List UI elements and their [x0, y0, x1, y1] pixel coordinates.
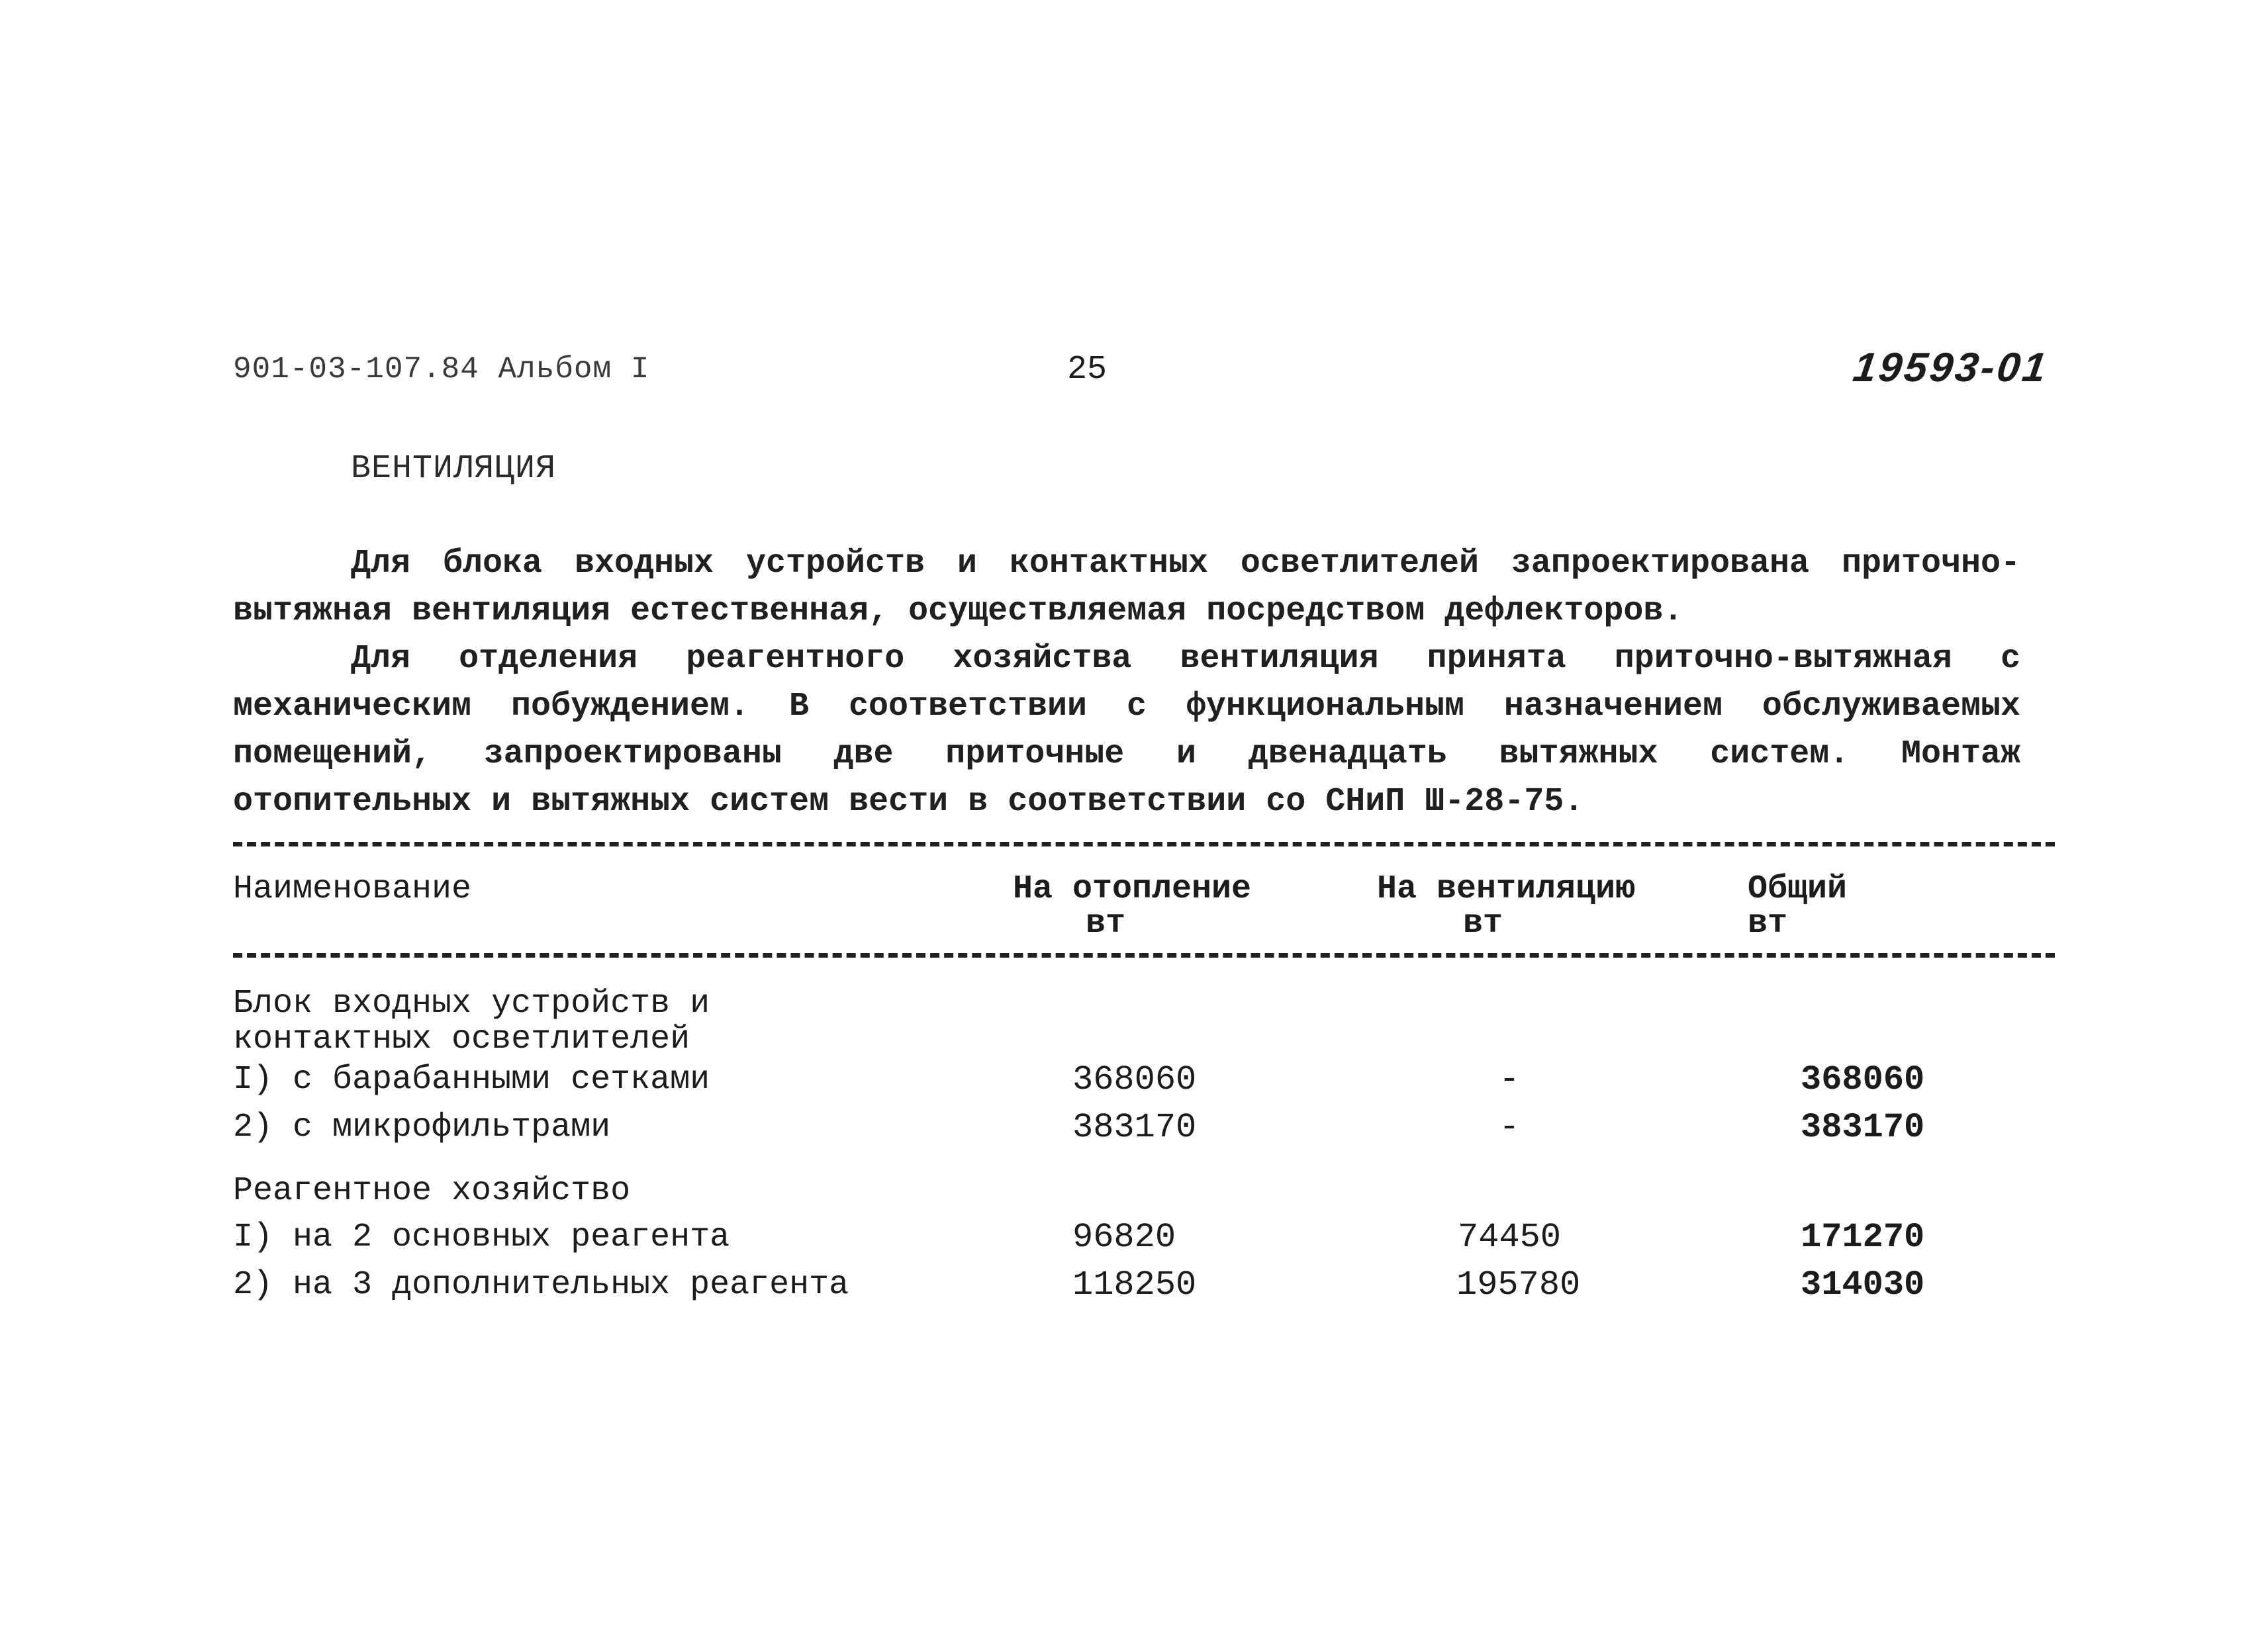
table-row-label: 2) с микрофильтрами	[233, 1109, 611, 1146]
table-cell-ventilation: -	[1499, 1108, 1520, 1147]
paragraph-1: Для блока входных устройств и контактных осветлителей запроектирована приточно-вытяжная вентиляция естественная, осуществляемая посредством дефлекторов.	[233, 545, 2020, 630]
column-header-total-label: Общий	[1748, 870, 1848, 908]
paragraph-2: Для отделения реагентного хозяйства вентиляция принята приточно-вытяжная с механическим побуждением. В соответствии с функциональным назначением обслуживаемых помещений, запроектированы две приточные и двенадцать вытяжных систем. Монтаж отопительных и вытяжных систем вести в соответствии со СНиП Ш-28-75.	[233, 640, 2020, 821]
column-header-heating	[1013, 872, 1264, 941]
table-cell-total: 368060	[1801, 1060, 1925, 1099]
table-row-label: I) на 2 основных реагента	[233, 1218, 730, 1256]
column-header-name: Наименование	[233, 870, 472, 908]
column-header-heating-unit: вт	[1086, 905, 1126, 942]
table-cell-heating: 368060	[1072, 1060, 1197, 1099]
handwritten-stamp-number: 19593-01	[1850, 345, 2052, 390]
column-header-heating-label: На отопление	[1013, 870, 1252, 908]
section-title: ВЕНТИЛЯЦИЯ	[351, 450, 557, 488]
table-cell-total: 171270	[1801, 1218, 1925, 1257]
column-header-ventilation-label: На вентиляцию	[1377, 870, 1636, 908]
column-header-total-unit: вт	[1748, 905, 1788, 942]
page-number: 25	[1067, 351, 1108, 388]
table-cell-heating: 96820	[1072, 1218, 1176, 1257]
table-header-rule	[233, 953, 2055, 958]
column-header-total	[1748, 872, 1880, 941]
table-row-label: I) с барабанными сетками	[233, 1061, 710, 1099]
column-header-ventilation	[1377, 872, 1655, 941]
table-cell-ventilation: 74450	[1457, 1218, 1562, 1257]
table-top-rule	[233, 842, 2055, 846]
table-row-label: 2) на 3 дополнительных реагента	[233, 1266, 849, 1304]
table-cell-total: 314030	[1801, 1265, 1925, 1304]
document-reference: 901-03-107.84 Альбом I	[233, 352, 650, 387]
table-cell-heating: 118250	[1072, 1265, 1197, 1304]
table-cell-ventilation: 195780	[1456, 1265, 1581, 1304]
group-title-intake-block: Блок входных устройств и контактных осветлителей	[233, 985, 710, 1058]
table-cell-heating: 383170	[1072, 1108, 1197, 1147]
table-cell-total: 383170	[1801, 1108, 1925, 1147]
group-title-reagent-facility: Реагентное хозяйство	[233, 1172, 631, 1210]
table-cell-ventilation: -	[1499, 1060, 1520, 1099]
column-header-ventilation-unit: вт	[1463, 905, 1503, 942]
